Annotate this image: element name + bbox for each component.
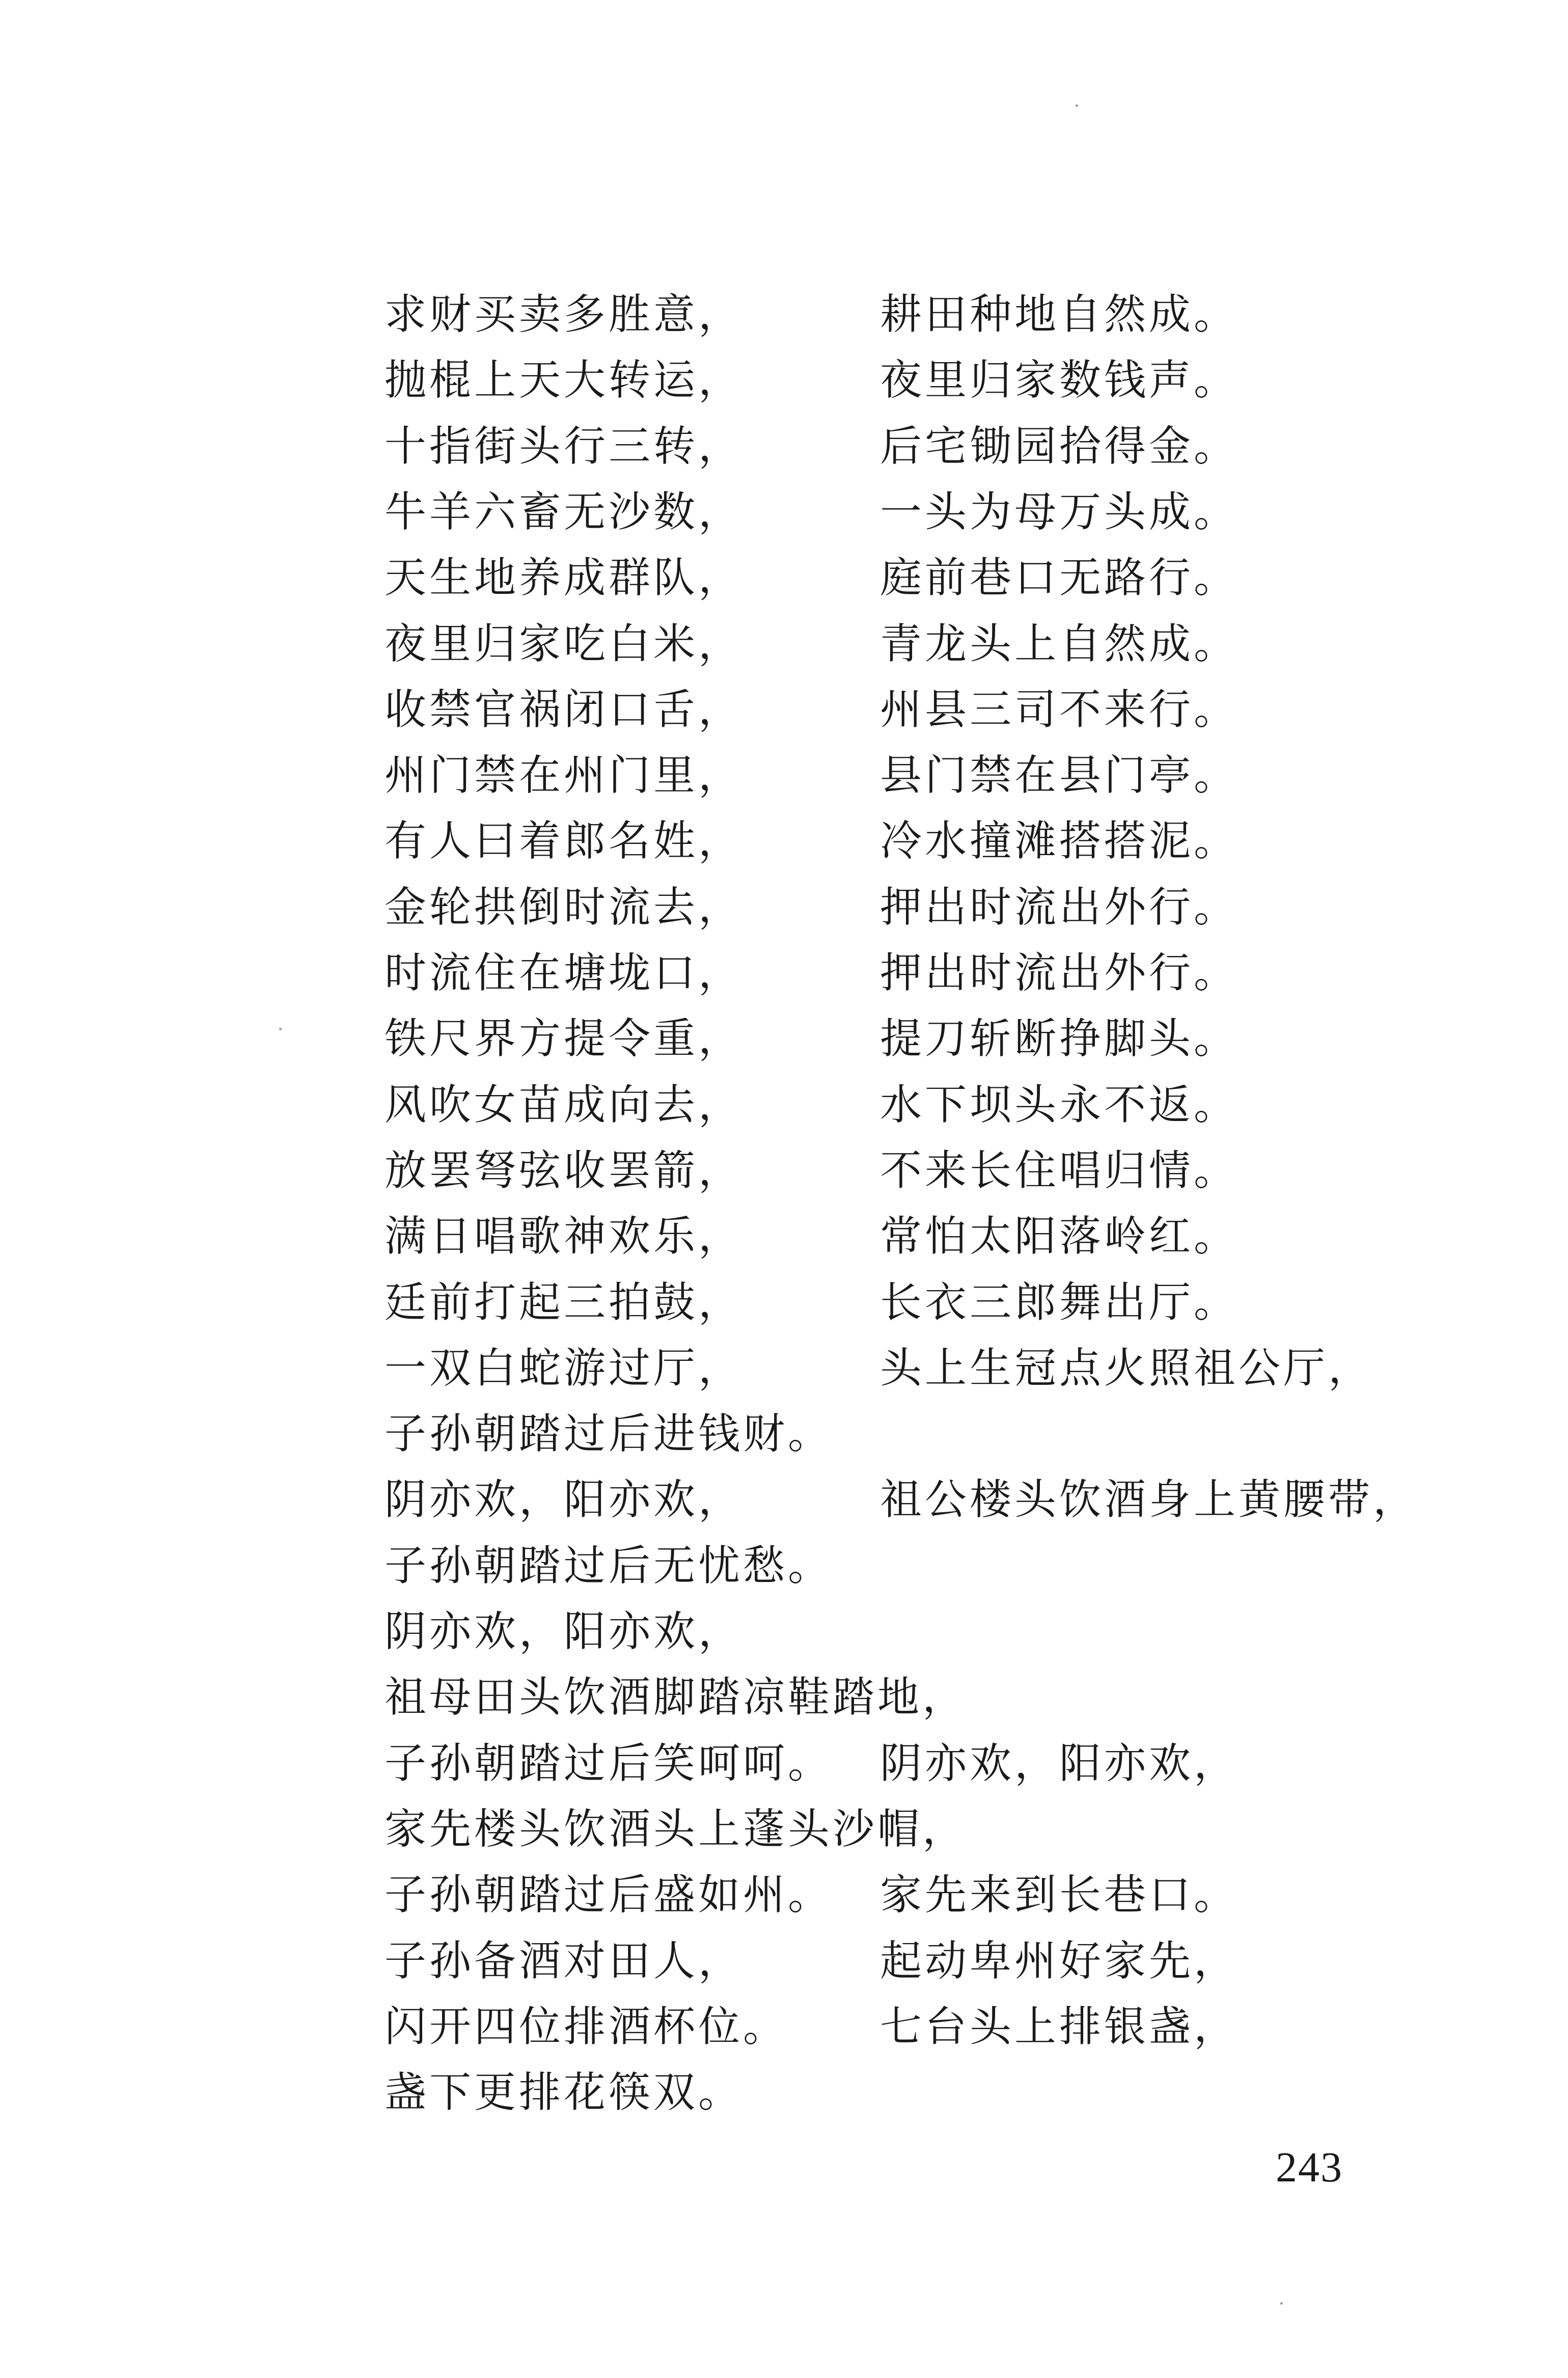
verse-line-right: 一头为母万头成。 <box>880 488 1239 536</box>
verse-line-left: 铁尺界方提令重， <box>384 1015 744 1063</box>
verse-line-left: 阴亦欢，阳亦欢， <box>384 1475 744 1524</box>
verse-line-right: 青龙头上自然成。 <box>880 620 1239 668</box>
verse-line-left: 夜里归家吃白米， <box>384 620 744 668</box>
verse-line-right: 夜里归家数钱声。 <box>880 356 1239 404</box>
verse-line-left: 子孙朝踏过后盛如州。 <box>384 1871 833 1919</box>
verse-line-right: 不来长住唱归情。 <box>880 1146 1239 1195</box>
verse-line-right: 提刀斩断挣脚头。 <box>880 1015 1239 1063</box>
verse-line-left: 放罢弩弦收罢箭， <box>384 1146 744 1195</box>
verse-line-right: 起动卑州好家先， <box>880 1937 1239 1985</box>
verse-line-left: 满日唱歌神欢乐， <box>384 1212 744 1261</box>
verse-line-right: 押出时流出外行。 <box>880 883 1239 932</box>
verse-line-left: 闪开四位排酒杯位。 <box>384 2003 788 2051</box>
verse-line-left: 风吹女苗成向去， <box>384 1081 744 1129</box>
verse-line-right: 庭前巷口无路行。 <box>880 554 1239 602</box>
verse-line-right: 阴亦欢，阳亦欢， <box>880 1739 1239 1788</box>
verse-line-left: 金轮拱倒时流去， <box>384 883 744 932</box>
verse-line-right: 长衣三郎舞出厅。 <box>880 1278 1239 1327</box>
verse-line-left: 子孙朝踏过后无忧愁。 <box>384 1542 833 1590</box>
verse-line-left: 有人曰着郎名姓， <box>384 817 744 865</box>
verse-line-left: 家先楼头饮酒头上蓬头沙帽， <box>384 1805 968 1853</box>
verse-line-right: 头上生冠点火照祖公厅， <box>880 1344 1373 1392</box>
scan-speck <box>1076 104 1078 107</box>
verse-line-left: 阴亦欢，阳亦欢， <box>384 1607 744 1656</box>
verse-line-left: 廷前打起三拍鼓， <box>384 1278 744 1327</box>
verse-line-right: 州县三司不来行。 <box>880 686 1239 734</box>
verse-line-left: 收禁官祸闭口舌， <box>384 686 744 734</box>
verse-line-right: 七台头上排银盏， <box>880 2003 1239 2051</box>
verse-line-left: 天生地养成群队， <box>384 554 744 602</box>
verse-line-right: 家先来到长巷口。 <box>880 1871 1239 1919</box>
scan-speck <box>1280 2302 1283 2305</box>
verse-line-right: 县门禁在县门亭。 <box>880 751 1239 800</box>
verse-line-left: 一双白蛇游过厅， <box>384 1344 744 1392</box>
verse-line-left: 子孙朝踏过后进钱财。 <box>384 1410 833 1458</box>
verse-line-left: 州门禁在州门里， <box>384 751 744 800</box>
verse-line-right: 祖公楼头饮酒身上黄腰带， <box>880 1475 1418 1524</box>
verse-line-left: 牛羊六畜无沙数， <box>384 488 744 536</box>
scan-speck <box>279 1028 282 1030</box>
verse-line-right: 耕田种地自然成。 <box>880 290 1239 339</box>
verse-line-left: 抛棍上天大转运， <box>384 356 744 404</box>
verse-line-left: 子孙朝踏过后笑呵呵。 <box>384 1739 833 1788</box>
verse-line-left: 求财买卖多胜意， <box>384 290 744 339</box>
page-number: 243 <box>1276 2144 1343 2191</box>
verse-line-left: 子孙备酒对田人， <box>384 1937 744 1985</box>
verse-line-right: 后宅锄园拾得金。 <box>880 422 1239 471</box>
verse-line-left: 十指街头行三转， <box>384 422 744 471</box>
verse-line-right: 常怕太阳落岭红。 <box>880 1212 1239 1261</box>
verse-line-right: 冷水撞滩搭搭泥。 <box>880 817 1239 865</box>
verse-line-left: 时流住在塘垅口， <box>384 949 744 997</box>
verse-line-left: 盏下更排花筷双。 <box>384 2068 744 2117</box>
verse-line-right: 水下坝头永不返。 <box>880 1081 1239 1129</box>
verse-line-left: 祖母田头饮酒脚踏凉鞋踏地， <box>384 1673 968 1721</box>
verse-line-right: 押出时流出外行。 <box>880 949 1239 997</box>
